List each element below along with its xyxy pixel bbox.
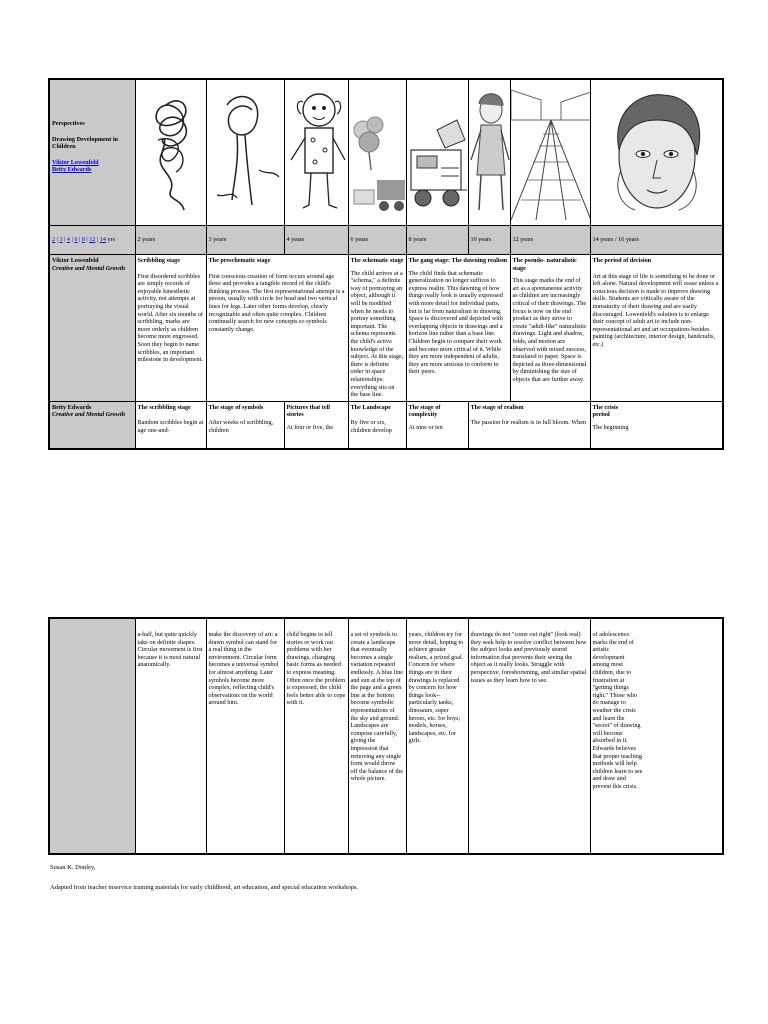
stage-text: By five or six, children develop bbox=[350, 419, 392, 434]
age-link-3[interactable]: 3 bbox=[59, 236, 63, 243]
edwards-stage-cell bbox=[284, 401, 348, 449]
stage-title: The pseudo- naturalistic stage bbox=[512, 257, 577, 272]
stage-text: This stage marks the end of art as a spontaneous activity as children are increasingly critical of their drawings. The focus is now on the end product as they strive to create "adult-like" naturalistic drawings. Light and shadow, folds, and motion are observed with mixed success, translated to paper. Space is depicted as three-dimensional by diminishing the size of objects that are further away. bbox=[512, 277, 587, 383]
age-label: 8 years bbox=[406, 226, 468, 255]
continued-text-cell bbox=[135, 618, 206, 854]
stage-title: The gang stage: The dawning realism bbox=[408, 257, 508, 264]
age-label: 6 years bbox=[348, 226, 406, 255]
stage-title: The stage of complexity bbox=[408, 403, 441, 419]
age-link-4[interactable]: 4 bbox=[66, 236, 70, 243]
stage-text: child begins to tell stories or work out problems with her drawings, changing basic forms as needed to express meaning. Often once the problem is expressed, the child feels better able to cope with it. bbox=[286, 631, 346, 707]
stage-text: The child arrives at a "schema," a definite way of portraying an object, although it will be modified when he needs to portray something important. The schema represents the child's active knowledge of the subject. At this stage, there is definite order in space relationships: everything sits on the base line. bbox=[350, 269, 404, 399]
stage-text: After weeks of scribbling, children bbox=[208, 419, 274, 434]
edwards-stage-cell bbox=[348, 401, 406, 449]
edwards-stage-cell bbox=[206, 401, 284, 449]
header-cell bbox=[49, 79, 135, 226]
stage-text: The beginning bbox=[592, 423, 629, 431]
continued-text-cell bbox=[348, 618, 406, 854]
edwards-stage-cell bbox=[590, 401, 723, 449]
stage-text: At four or five, the bbox=[286, 423, 334, 431]
stage-text: Random scribbles begin at age one-and- bbox=[137, 419, 204, 434]
child-figure-image bbox=[284, 79, 348, 226]
age-label: 2 years bbox=[135, 226, 206, 255]
stage-title: The schematic stage bbox=[350, 257, 404, 264]
figure-drawing-image bbox=[468, 79, 510, 226]
edwards-name: Betty Edwards bbox=[52, 403, 92, 411]
age-label: 12 years bbox=[510, 226, 590, 255]
age-nav: 2 | 3 | 4 | 6 | 8 | 12 | 14 yrs bbox=[49, 226, 135, 255]
lowenfeld-stage-cell bbox=[206, 255, 348, 402]
lowenfeld-stage-cell bbox=[590, 255, 723, 402]
edwards-continuation-table bbox=[48, 617, 724, 855]
stage-title: The stage of symbols bbox=[208, 403, 264, 411]
lowenfeld-name: Viktor Lowenfeld bbox=[52, 257, 99, 264]
continued-text-cell bbox=[406, 618, 468, 854]
portrait-drawing-image bbox=[590, 79, 723, 226]
stage-title: The period of decision bbox=[592, 257, 652, 264]
age-link-8[interactable]: 8 bbox=[81, 236, 85, 243]
age-link-14[interactable]: 14 bbox=[99, 236, 106, 243]
schematic-drawing-image bbox=[348, 79, 406, 226]
age-link-2[interactable]: 2 bbox=[52, 236, 56, 243]
stage-title: The preschematic stage bbox=[208, 257, 271, 264]
stage-title: The crisis period bbox=[592, 403, 619, 419]
stage-text: First disordered scribbles are simply records of enjoyable kinesthetic activity, not attempts at portraying the visual world. After six months of scribbling, marks are more orderly as children become more engrossed. Soon they begin to name scribbles, an important milestone in development. bbox=[137, 272, 203, 364]
stage-text: years, children try for more detail, hoping to achieve greater realism, a prized goal. Concern for where things are in their drawings is replaced by concern for how things look-- particularly tanks, dinosaurs, super heroes, etc. for boys; models, horses, landscapes, etc. for girls. bbox=[408, 631, 464, 745]
truck-drawing-image bbox=[406, 79, 468, 226]
stage-text: a-half, but quite quickly take on definite shapes. Circular movement is first because it is most natural anatomically. bbox=[137, 631, 203, 669]
age-label: 4 years bbox=[284, 226, 348, 255]
stage-text: Art at this stage of life is something to be done or left alone. Natural development will cease unless a conscious decision is made to improve drawing skills. Students are critically aware of the immaturity of their drawing and are easily discouraged. Lowenfeld's solution is to enlarge their concept of adult art to include non-representational art and art occupations besides painting (architecture, interior design, handcrafts, etc.) bbox=[592, 272, 719, 348]
continuation-author-cell bbox=[49, 618, 135, 854]
stage-text: make the discovery of art: a drawn symbol can stand for a real thing in the environment. Circular form becomes a universal symbol for almost anything. Later symbols become more complex, reflecting child's observations on the world around him. bbox=[208, 631, 279, 707]
age-label: 3 years bbox=[206, 226, 284, 255]
lowenfeld-stage-cell bbox=[510, 255, 590, 402]
stage-title: Pictures that tell stories bbox=[286, 403, 331, 419]
lowenfeld-link[interactable]: Viktor Lowenfeld bbox=[52, 158, 99, 166]
age-label: 10 years bbox=[468, 226, 510, 255]
stage-title: The Landscape bbox=[350, 403, 391, 411]
stage-text: The passion for realism is in full bloom. When bbox=[470, 419, 587, 427]
footer-note: Adapted from teacher inservice training materials for early childhood, art education, and special education workshops. bbox=[50, 884, 359, 891]
lowenfeld-stage-cell bbox=[348, 255, 406, 402]
edwards-link[interactable]: Betty Edwards bbox=[52, 166, 92, 174]
stage-text: of adolescence marks the end of artistic development among most children, due to frustration at "getting things right." Those who do manage to weather the crisis and learn the "secret" of drawing will become absorbed in it. Edwards believes that proper teaching methods will help children learn to see and draw and prevent this crisis. bbox=[592, 631, 643, 790]
stage-text: First conscious creation of form occurs around age three and provides a tangible record of the child's thinking process. The first representational attempt is a person, usually with circle for head and two vertical lines for legs. Later other forms develop, clearly recognizable and often quite complex. Children continually search for new concepts so symbols constantly change. bbox=[208, 272, 345, 333]
scribble-drawing-image bbox=[135, 79, 206, 226]
continued-text-cell bbox=[590, 618, 723, 854]
age-link-12[interactable]: 12 bbox=[89, 236, 96, 243]
stick-figure-image bbox=[206, 79, 284, 226]
age-label: 14 years / 16 years bbox=[590, 226, 723, 255]
edwards-stage-cell bbox=[406, 401, 468, 449]
lowenfeld-stage-cell bbox=[406, 255, 510, 402]
drawing-development-table bbox=[48, 78, 724, 450]
lowenfeld-book: Creative and Mental Growth bbox=[52, 264, 126, 272]
footer-author: Susan K. Donley, bbox=[50, 864, 96, 871]
age-link-6[interactable]: 6 bbox=[74, 236, 78, 243]
continued-text-cell bbox=[206, 618, 284, 854]
perspective-drawing-image bbox=[510, 79, 590, 226]
lowenfeld-stage-cell bbox=[135, 255, 206, 402]
perspectives-label: Perspectives bbox=[52, 120, 85, 127]
continued-text-cell bbox=[468, 618, 590, 854]
stage-text: a set of symbols to create a landscape that eventually becomes a single variation repeated endlessly. A blue line and sun at the top of the page and a green line at the bottom become symbolic representations of the sky and ground. Landscapes are compose carefully, giving the impression that removing any single form would throw off the balance of the whole picture. bbox=[350, 631, 404, 783]
stage-text: drawings do not "come out right" (look real) they seek help to resolve conflict between how the subject looks and previously stored information that prevents their seeing the object as it really looks. Struggle with perspective, foreshortening, and similar spatial issues as they learn how to see. bbox=[470, 631, 587, 684]
stage-title: The scribbling stage bbox=[137, 403, 191, 411]
edwards-stage-cell bbox=[135, 401, 206, 449]
continued-text-cell bbox=[284, 618, 348, 854]
stage-title: The stage of realism bbox=[470, 403, 524, 411]
edwards-stage-cell bbox=[468, 401, 590, 449]
edwards-book: Creative and Mental Growth bbox=[52, 411, 126, 419]
stage-title: Scribbling stage bbox=[137, 257, 180, 264]
stage-text: The child finds that schematic generalization no longer suffices to express reality. This dawning of how things really look is usually expressed with more detail for individual parts, but is far from naturalism in drawing. Space is discovered and depicted with overlapping objects in drawings and a horizon line rather than a base line. Children begin to compare their work and become more critical of it. While they are more independent of adults, they are more anxious to conform to their peers. bbox=[408, 269, 503, 376]
stage-text: At nine or ten bbox=[408, 423, 443, 431]
page-subtitle: Drawing Development in Children bbox=[52, 135, 118, 151]
lowenfeld-author-cell bbox=[49, 255, 135, 402]
edwards-author-cell bbox=[49, 401, 135, 449]
